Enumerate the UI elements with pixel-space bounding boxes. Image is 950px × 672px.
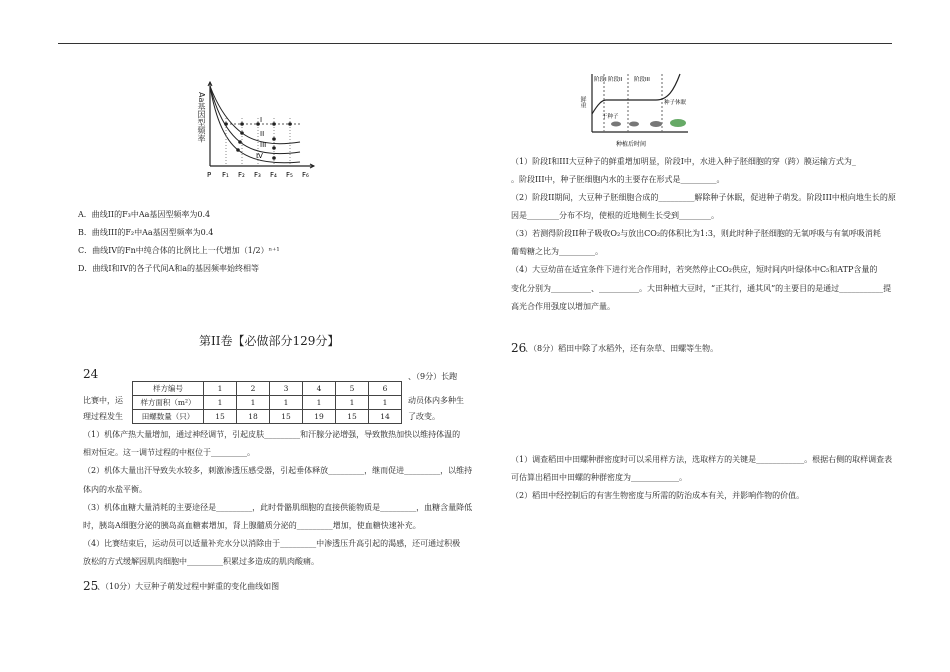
table-cell: 6 (369, 382, 402, 396)
table-cell: 田螺数量（只） (133, 410, 204, 424)
table-cell: 15 (204, 410, 237, 424)
table-cell: 18 (237, 410, 270, 424)
curve-II (210, 86, 300, 144)
table-row (133, 382, 402, 396)
q25-para-9: 高光合作用强度以增加产量。 (511, 302, 615, 311)
tick-F1: F₁ (222, 171, 229, 179)
table-cell: 样方面积（m²） (133, 396, 204, 410)
table-cell: 1 (336, 396, 369, 410)
q24-line3-left: 理过程发生 (83, 412, 123, 421)
tick-F5: F₅ (286, 171, 293, 179)
table-cell: 15 (270, 410, 303, 424)
genotype-frequency-graph (190, 78, 330, 184)
q25-number: 25 (83, 579, 99, 593)
q25-para-3: （2）阶段II期间，大豆种子胚细胞合成的_________解除种子休眠，促进种子萌发。阶段III中根向地生长的原 (511, 193, 896, 202)
table-cell: 14 (369, 410, 402, 424)
seed-dormancy-label: 种子休眠 (664, 100, 687, 106)
q24-line2-right: 动员体内多种生 (408, 396, 464, 405)
table-cell: 19 (303, 410, 336, 424)
sample-table (132, 381, 402, 424)
dry-seed-label: 干种子 (602, 114, 619, 120)
tick-F6: F₆ (302, 171, 309, 179)
stage-1-label: 阶段I (594, 77, 607, 83)
table-row (133, 396, 402, 410)
q25-title: 、（10分）大豆种子萌发过程中鲜重的变化曲线如图 (97, 582, 280, 591)
q24-title-tail: 、（9分）长跑 (408, 372, 458, 381)
q24-para-8: 放松的方式缓解因肌肉细胞中_________积累过多造成的肌肉酸痛。 (83, 557, 319, 566)
q25-para-4: 因是________分布不均，使根的近地侧生长受到________。 (511, 211, 719, 220)
curve-label-IV: IV (256, 152, 263, 160)
graph2-ylabel: 鲜重 (579, 96, 586, 108)
seed-weight-graph (576, 70, 696, 156)
q24-para-4: 体内的水盐平衡。 (83, 485, 147, 494)
q25-para-5: （3）若测得阶段II种子吸收O₂与放出CO₂的体积比为1:3，则此时种子胚细胞的无氧呼吸与有氧呼吸消耗 (511, 229, 881, 238)
tick-F3: F₃ (254, 171, 261, 179)
table-cell: 3 (270, 382, 303, 396)
q24-para-1: （1）机体产热大量增加，通过神经调节，引起皮肤_________和汗腺分泌增强，导致散热加快以维持体温的 (83, 430, 461, 439)
table-cell: 1 (204, 382, 237, 396)
option-c: C．曲线IV的Fn中纯合体的比例比上一代增加（1/2）ⁿ⁺¹ (78, 246, 280, 255)
table-cell: 样方编号 (133, 382, 204, 396)
curve-label-III: III (260, 141, 267, 149)
q25-para-7: （4）大豆幼苗在适宜条件下进行光合作用时，若突然停止CO₂供应，短时间内叶绿体中C₅和ATP含量的 (511, 265, 878, 274)
option-d: D．曲线I和IV的各子代间A和a的基因频率始终相等 (78, 264, 260, 273)
q25-para-8: 变化分别为__________、__________。大田种植大豆时，“正其行，通其风”的主要目的是通过___________提 (511, 284, 892, 293)
q24-para-5: （3）机体血糖大量消耗的主要途径是_________，此时骨骼肌细胞的直接供能物质是_________，血糖含量降低 (83, 503, 473, 512)
q26-title: 、（8分）稻田中除了水稻外，还有杂草、田螺等生物。 (525, 344, 719, 353)
stage-2-label: 阶段II (608, 77, 623, 83)
curve-label-II: II (260, 130, 265, 138)
q24-para-7: （4）比赛结束后，运动员可以适量补充水分以消除由于_________中渗透压升高引起的渴感，还可通过积极 (83, 539, 461, 548)
q24-line3-right: 了改变。 (408, 412, 440, 421)
section-title: 第II卷【必做部分129分】 (199, 334, 340, 348)
option-b: B．曲线III的F₂中Aa基因型频率为0.4 (78, 228, 214, 237)
table-cell: 1 (369, 396, 402, 410)
table-cell: 1 (270, 396, 303, 410)
stage-3-label: 阶段III (634, 77, 650, 83)
table-cell: 15 (336, 410, 369, 424)
q25-para-2: 。阶段III中，种子胚细胞内水的主要存在形式是_________。 (511, 175, 725, 184)
q24-para-2: 相对恒定。这一调节过程的中枢位于_________。 (83, 448, 255, 457)
tick-P: P (207, 171, 212, 179)
table-cell: 5 (336, 382, 369, 396)
q24-para-6: 时，胰岛A细胞分泌的胰岛高血糖素增加，肾上腺髓质分泌的_________增加，使血糖快速补充。 (83, 521, 421, 530)
table-cell: 1 (303, 396, 336, 410)
option-a: A．曲线II的F₃中Aa基因型频率为0.4 (78, 210, 211, 219)
table-row (133, 410, 402, 424)
header-rule (58, 43, 892, 44)
q26-number: 26 (511, 341, 527, 355)
q25-para-6: 葡萄糖之比为_________。 (511, 247, 603, 256)
graph2-xlabel: 种植后时间 (616, 141, 647, 148)
q25-para-1: （1）阶段I和III大豆种子的鲜重增加明显，阶段I中，水进入种子胚细胞的穿（跨）膜运输方式为_ (511, 157, 856, 166)
q26-para-2: 可估算出稻田中田螺的种群密度为____________。 (511, 473, 687, 482)
q24-number: 24 (83, 367, 99, 381)
q26-para-1: （1）调查稻田中田螺种群密度时可以采用样方法，选取样方的关键是____________。根据右侧的取样调查表 (511, 455, 893, 464)
q24-line2-left: 比赛中，运 (83, 396, 123, 405)
graph1-ylabel: Aa基因型频率 (197, 92, 206, 143)
table-cell: 1 (237, 396, 270, 410)
curve-label-I: I (260, 116, 263, 124)
tick-F2: F₂ (238, 171, 245, 179)
tick-F4: F₄ (270, 171, 277, 179)
q26-para-3: （2）稻田中经控制后的有害生物密度与所需的防治成本有关，并影响作物的价值。 (511, 491, 805, 500)
table-cell: 1 (204, 396, 237, 410)
table-cell: 4 (303, 382, 336, 396)
q24-para-3: （2）机体大量出汗导致失水较多，刺激渗透压感受器，引起垂体释放_________，继而促进_________，以维持 (83, 466, 473, 475)
table-cell: 2 (237, 382, 270, 396)
